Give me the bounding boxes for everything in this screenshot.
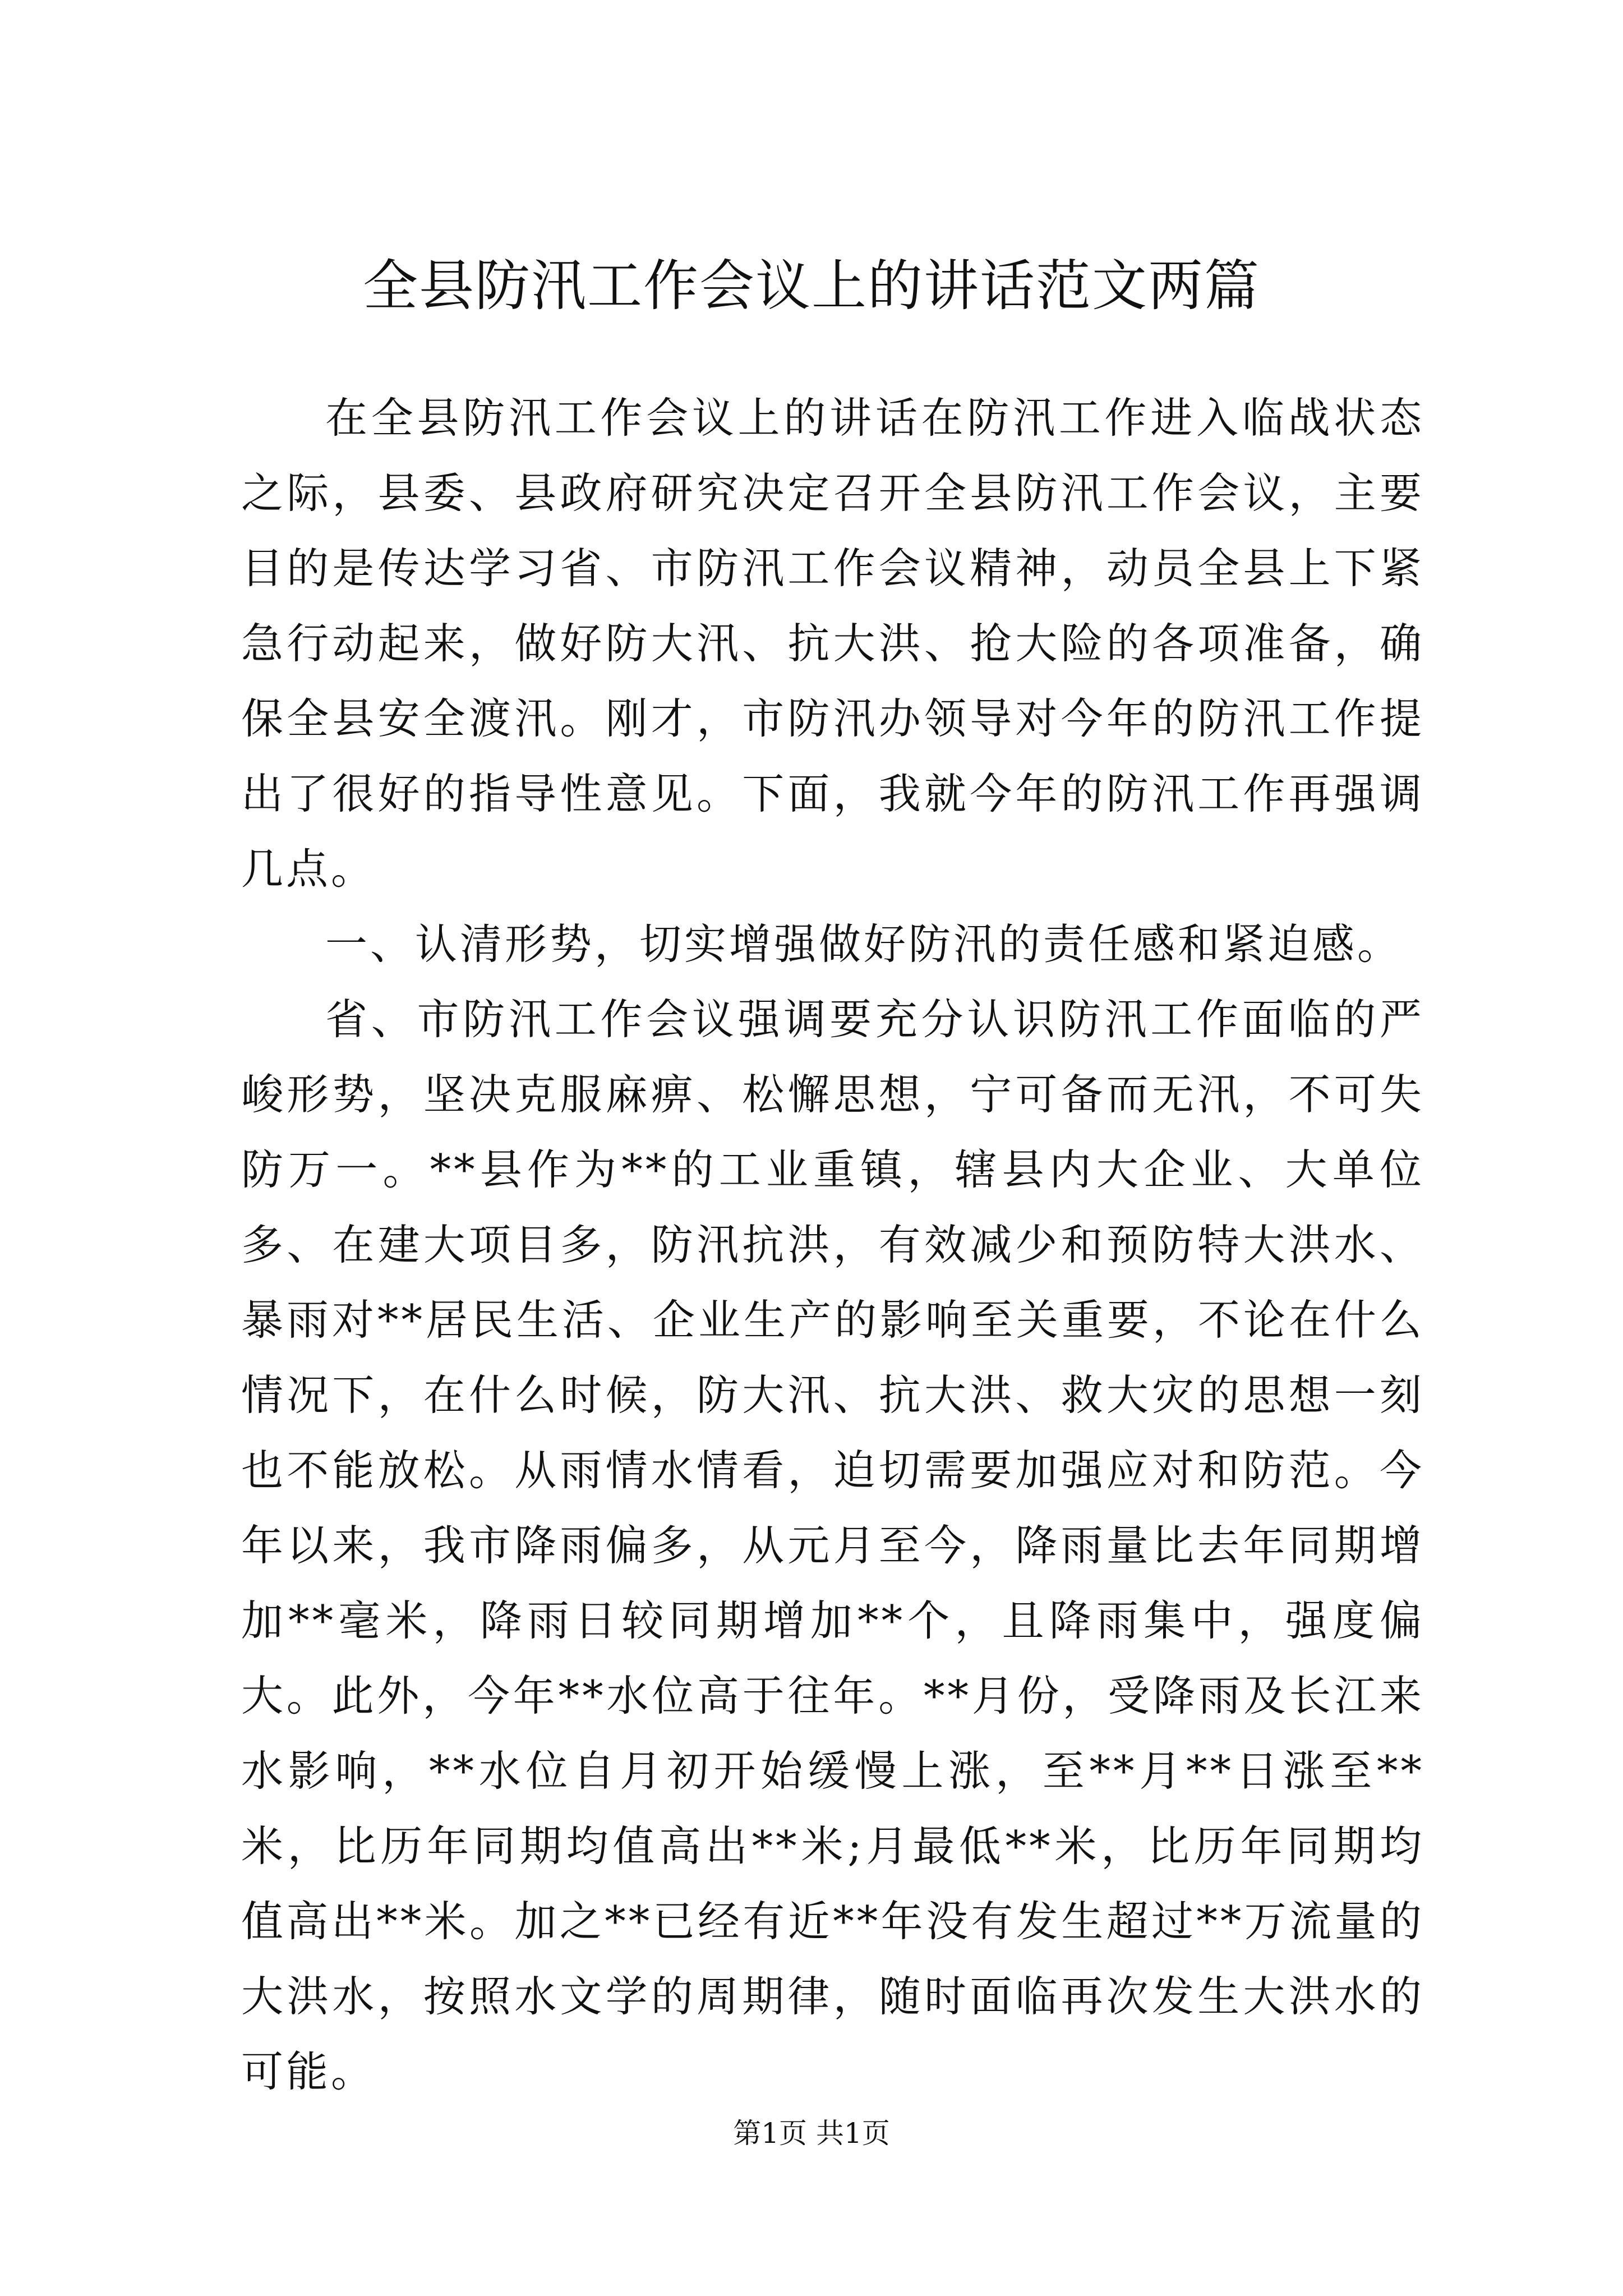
page-number-footer: 第1页 共1页 — [733, 2117, 890, 2150]
document-body — [241, 380, 1424, 2109]
paragraph-section-heading: 一、认清形势，切实增强做好防汛的责任感和紧迫感。 — [325, 919, 1403, 969]
paragraph-situation: 省、市防汛工作会议强调要充分认识防汛工作面临的严峻形势，坚决克服麻痹、松懈思想，宁可备而无汛，不可失防万一。**县作为**的工业重镇，辖县内大企业、大单位多、在建大项目多，防汛抗洪，有效减少和预防特大洪水、暴雨对**居民生活、企业生产的影响至关重要，不论在什么情况下，在什么时候，防大汛、抗大洪、救大灾的思想一刻也不能放松。从雨情水情看，迫切需要加强应对和防范。今年以来，我市降雨偏多，从元月至今，降雨量比去年同期增加**毫米，降雨日较同期增加**个，且降雨集中，强度偏大。此外，今年**水位高于往年。**月份，受降雨及长江来水影响，**水位自月初开始缓慢上涨，至**月**日涨至**米，比历年同期均值高出**米;月最低**米，比历年同期均值高出**米。加之**已经有近**年没有发生超过**万流量的大洪水，按照水文学的周期律，随时面临再次发生大洪水的可能。 — [241, 995, 1424, 2096]
document-title: 全县防汛工作会议上的讲话范文两篇 — [362, 254, 1260, 318]
paragraph-intro: 在全县防汛工作会议上的讲话在防汛工作进入临战状态之际，县委、县政府研究决定召开全县防汛工作会议，主要目的是传达学习省、市防汛工作会议精神，动员全县上下紧急行动起来，做好防大汛、抗大洪、抢大险的各项准备，确保全县安全渡汛。刚才，市防汛办领导对今年的防汛工作提出了很好的指导性意见。下面，我就今年的防汛工作再强调几点。 — [241, 393, 1424, 894]
